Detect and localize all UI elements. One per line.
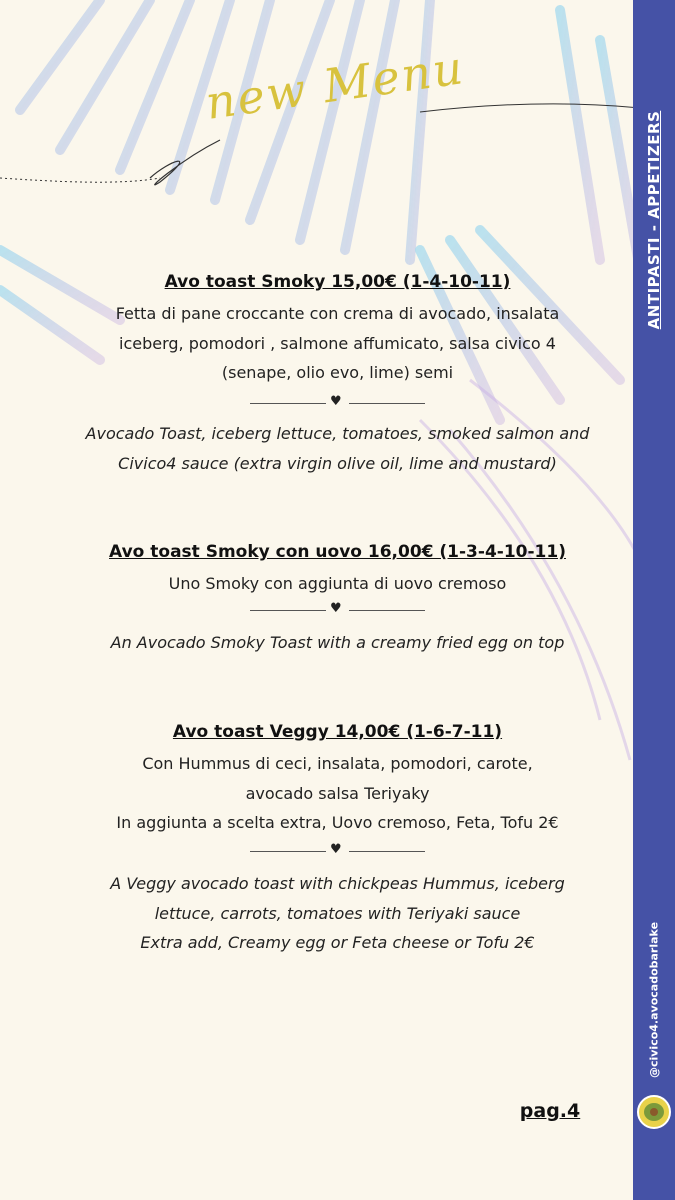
item-description-en: Civico4 sauce (extra virgin olive oil, lime and mustard)	[118, 454, 557, 473]
divider	[250, 394, 425, 411]
item-description-en: Extra add, Creamy egg or Feta cheese or Tofu 2€	[140, 933, 535, 952]
item-title: Avo toast Smoky con uovo 16,00€ (1-3-4-10-11)	[109, 542, 566, 562]
heart-icon: ♥	[330, 394, 342, 409]
item-description-it: (senape, olio evo, lime) semi	[221, 363, 454, 382]
avocado-logo-icon	[637, 1095, 671, 1129]
item-description-it: Con Hummus di ceci, insalata, pomodori, carote,	[142, 754, 533, 773]
item-title: Avo toast Smoky 15,00€ (1-4-10-11)	[164, 272, 511, 292]
social-handle: @civico4.avocadobarlake	[647, 921, 661, 1079]
item-description-it: avocado salsa Teriyaky	[245, 784, 430, 803]
divider	[250, 601, 425, 618]
heart-icon: ♥	[330, 601, 342, 616]
menu-title: new Menu	[202, 40, 468, 130]
item-description-en: A Veggy avocado toast with chickpeas Hummus, iceberg	[110, 874, 565, 893]
heart-icon: ♥	[330, 842, 342, 857]
section-title: ANTIPASTI - APPETIZERS	[645, 110, 663, 330]
page-number: pag.4	[519, 1100, 581, 1122]
item-description-en: Avocado Toast, iceberg lettuce, tomatoes, smoked salmon and	[85, 424, 590, 443]
item-description-en: lettuce, carrots, tomatoes with Teriyaki sauce	[154, 904, 521, 923]
item-description-en: An Avocado Smoky Toast with a creamy fried egg on top	[110, 633, 565, 652]
item-description-it: Uno Smoky con aggiunta di uovo cremoso	[168, 574, 507, 593]
item-description-it: In aggiunta a scelta extra, Uovo cremoso, Feta, Tofu 2€	[116, 813, 559, 832]
sidebar	[633, 0, 675, 1200]
item-description-it: Fetta di pane croccante con crema di avocado, insalata	[115, 304, 560, 323]
item-description-it: iceberg, pomodori , salmone affumicato, salsa civico 4	[119, 334, 556, 353]
item-title: Avo toast Veggy 14,00€ (1-6-7-11)	[172, 722, 503, 742]
divider	[250, 842, 425, 859]
